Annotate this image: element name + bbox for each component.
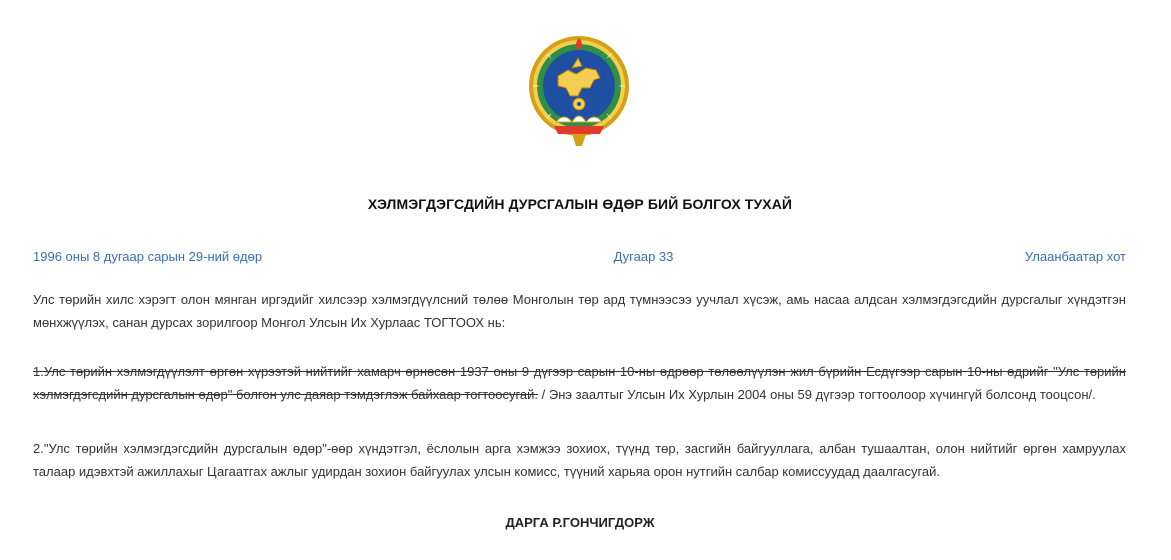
document-place: Улаанбаатар хот bbox=[1024, 249, 1126, 264]
state-emblem-of-mongolia-icon bbox=[526, 30, 632, 150]
item-1-annulment-note: / Энэ заалтыг Улсын Их Хурлын 2004 оны 59 дүгээр тогтоолоор хүчингүй болсонд тооцсон/. bbox=[541, 387, 1096, 402]
document-meta-row bbox=[33, 249, 1126, 264]
signature: ДАРГА Р.ГОНЧИГДОРЖ bbox=[505, 515, 655, 530]
preamble-paragraph: Улс төрийн хилс хэрэгт олон мянган иргэдийг хилсээр хэлмэгдүүлсний төлөө Монголын төр ард түмнээсээ уучлал хүсэж, амь насаа алдсан хэлмэгдэгсдийн дурсгалыг хүндэтгэн мөнхжүүлэх, санан дурсах зорилгоор Монгол Улсын Их Хурлаас ТОГТООХ нь: bbox=[33, 292, 1126, 330]
item-1-struck-text: 1.Улс төрийн хэлмэгдүүлэлт өргөн хүрээтэй нийтийг хамарч өрнөсөн 1937 оны 9 дүгээр сарын 10-ны өдрөөр төлөөлүүлэн жил бүрийн Есдүгээр сарын 10-ны өдрийг "Улс төрийн хэлмэгдэгсдийн дурсгалын өдөр" болгон улс даяар тэмдэглэж байхаар тогтоосугай. bbox=[33, 364, 1126, 402]
document-number: Дугаар 33 bbox=[613, 249, 674, 264]
item-2-paragraph: 2."Улс төрийн хэлмэгдэгсдийн дурсгалын өдөр"-өөр хүндэтгэл, ёслолын арга хэмжээ зохиох, түүнд төр, засгийн байгууллага, албан тушаалтан, олон нийтийг өргөн хамруулах талаар идэвхтэй ажиллахыг Цагаатгах ажлыг удирдан зохион байгуулах улсын комисс, түүний харьяа орон нутгийн салбар комиссуудад даалгасугай. bbox=[33, 441, 1126, 479]
document-title: ХЭЛМЭГДЭГСДИЙН ДУРСГАЛЫН ӨДӨР БИЙ БОЛГОХ ТУХАЙ bbox=[367, 196, 793, 212]
document-date: 1996 оны 8 дугаар сарын 29-ний өдөр bbox=[33, 249, 263, 264]
item-1-paragraph bbox=[33, 360, 1126, 406]
